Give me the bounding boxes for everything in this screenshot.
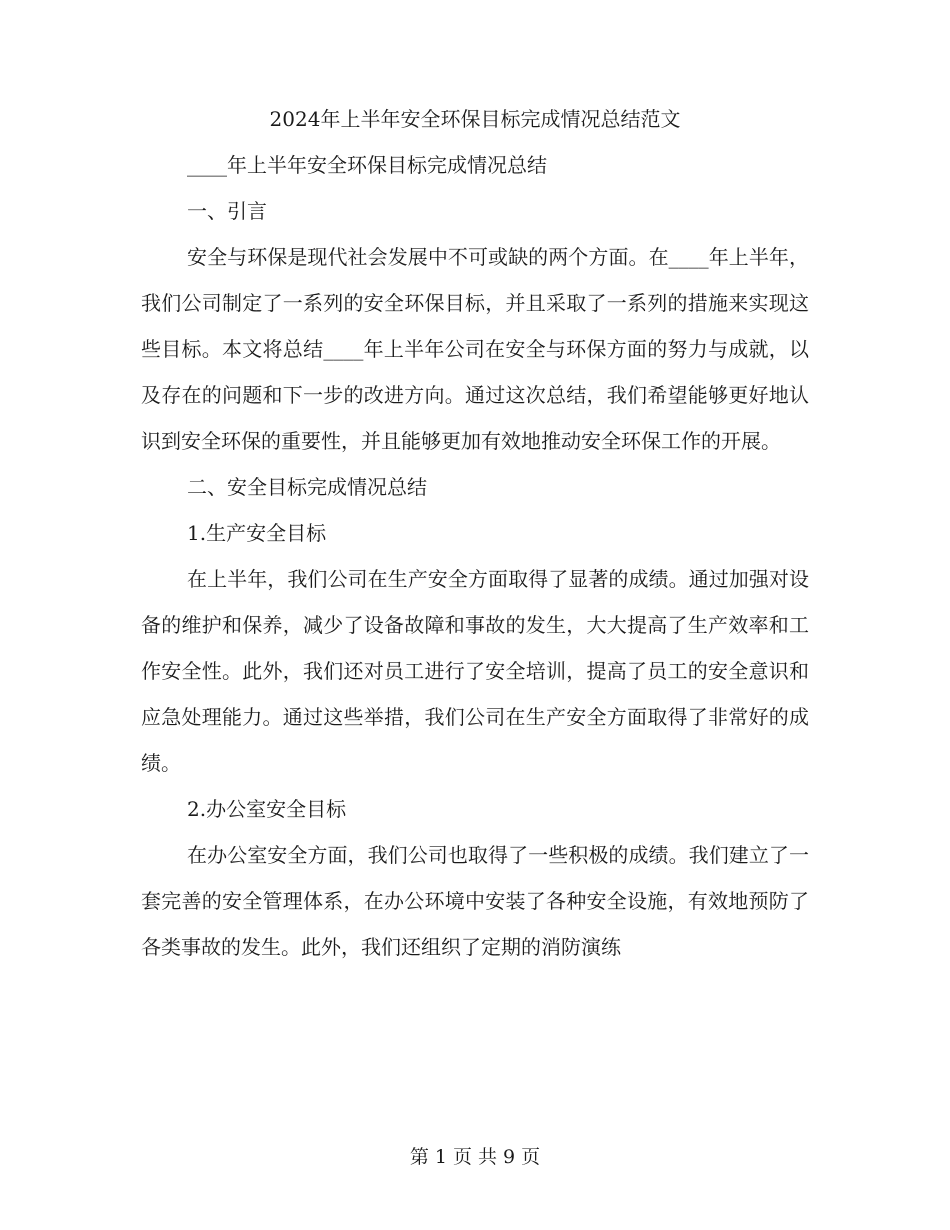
document-subtitle: ____年上半年安全环保目标完成情况总结: [187, 153, 547, 177]
document-title: 2024年上半年安全环保目标完成情况总结范文: [269, 107, 681, 131]
introduction-paragraph: 安全与环保是现代社会发展中不可或缺的两个方面。在____年上半年，我们公司制定了一系列的安全环保目标，并且采取了一系列的措施来实现这些目标。本文将总结____年上半年公司在安全与环保方面的努力与成就，以及存在的问题和下一步的改进方向。通过这次总结，我们希望能够更好地认识到安全环保的重要性，并且能够更加有效地推动安全环保工作的开展。: [141, 245, 809, 453]
subheading-production-safety: 1.生产安全目标: [187, 521, 327, 545]
office-safety-paragraph: 在办公室安全方面，我们公司也取得了一些积极的成绩。我们建立了一套完善的安全管理体系，在办公环境中安装了各种安全设施，有效地预防了各类事故的发生。此外，我们还组织了定期的消防演练: [141, 843, 809, 959]
section-heading-introduction: 一、引言: [187, 199, 267, 223]
document-body: [141, 96, 809, 970]
subheading-office-safety: 2.办公室安全目标: [187, 797, 347, 821]
production-safety-paragraph: 在上半年，我们公司在生产安全方面取得了显著的成绩。通过加强对设备的维护和保养，减少了设备故障和事故的发生，大大提高了生产效率和工作安全性。此外，我们还对员工进行了安全培训，提高了员工的安全意识和应急处理能力。通过这些举措，我们公司在生产安全方面取得了非常好的成绩。: [141, 567, 809, 775]
page-number-footer: 第 1 页 共 9 页: [409, 1146, 541, 1168]
section-heading-safety-goals: 二、安全目标完成情况总结: [187, 475, 427, 499]
